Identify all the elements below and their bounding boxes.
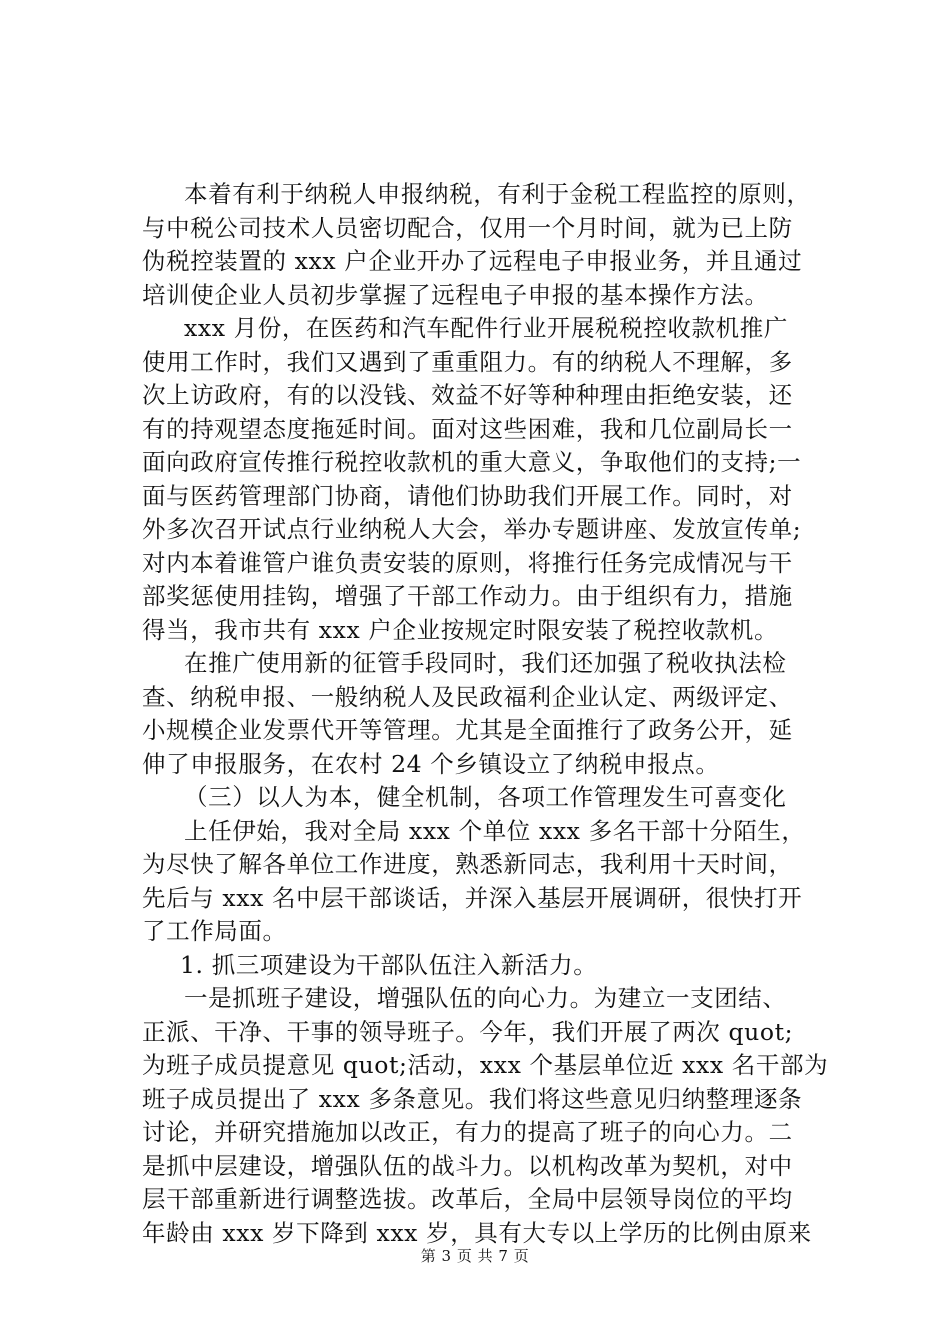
text-line: 为尽快了解各单位工作进度，熟悉新同志，我利用十天时间， [142,850,793,878]
text-line: 伪税控装置的 xxx 户企业开办了远程电子申报业务，并且通过 [142,247,803,275]
text-line: 上任伊始，我对全局 xxx 个单位 xxx 多名干部十分陌生， [184,816,806,845]
text-line: 班子成员提出了 xxx 多条意见。我们将这些意见归纳整理逐条 [142,1084,803,1113]
text-line: 伸了申报服务，在农村 24 个乡镇设立了纳税申报点。 [142,749,720,778]
text-line: 外多次召开试点行业纳税人大会，举办专题讲座、发放宣传单; [142,515,802,543]
section-heading: （三）以人为本，健全机制，各项工作管理发生可喜变化 [184,783,787,811]
text-line: 正派、干净、干事的领导班子。今年，我们开展了两次 quot; [142,1017,794,1046]
text-line: 与中税公司技术人员密切配合，仅用一个月时间，就为已上防 [142,213,793,242]
text-line: 年龄由 xxx 岁下降到 xxx 岁，具有大专以上学历的比例由原来 [142,1218,812,1247]
text-line: 部奖惩使用挂钩，增强了干部工作动力。由于组织有力，措施 [142,582,793,610]
text-line: 在推广使用新的征管手段同时，我们还加强了税收执法检 [184,649,787,677]
text-line: 对内本着谁管户谁负责安装的原则，将推行任务完成情况与干 [142,548,793,577]
text-line: xxx 月份，在医药和汽车配件行业开展税税控收款机推广 [184,314,788,342]
page-footer: 第 3 页 共 7 页 [420,1247,530,1265]
text-line: 面向政府宣传推行税控收款机的重大意义，争取他们的支持;一 [142,448,802,476]
text-line: 次上访政府，有的以没钱、效益不好等种种理由拒绝安装，还 [142,381,793,409]
subsection-heading: 1. 抓三项建设为干部队伍注入新活力。 [180,950,598,979]
text-line: 有的持观望态度拖延时间。面对这些困难，我和几位副局长一 [142,414,793,443]
text-line: 是抓中层建设，增强队伍的战斗力。以机构改革为契机，对中 [142,1151,793,1180]
text-line: 为班子成员提意见 quot;活动，xxx 个基层单位近 xxx 名干部为 [142,1051,829,1079]
text-line: 小规模企业发票代开等管理。尤其是全面推行了政务公开，延 [142,716,793,744]
text-line: 面与医药管理部门协商，请他们协助我们开展工作。同时，对 [142,481,793,510]
text-line: 查、纳税申报、一般纳税人及民政福利企业认定、两级评定、 [142,682,793,711]
text-line: 得当，我市共有 xxx 户企业按规定时限安装了税控收款机。 [142,615,779,644]
text-line: 先后与 xxx 名中层干部谈话，并深入基层开展调研，很快打开 [142,883,803,912]
text-line: 一是抓班子建设，增强队伍的向心力。为建立一支团结、 [184,984,787,1012]
text-line: 层干部重新进行调整选拔。改革后，全局中层领导岗位的平均 [142,1185,793,1213]
text-line: 了工作局面。 [142,917,287,945]
text-line: 本着有利于纳税人申报纳税，有利于金税工程监控的原则， [184,180,811,208]
text-line: 使用工作时，我们又遇到了重重阻力。有的纳税人不理解，多 [142,347,793,376]
text-line: 讨论，并研究措施加以改正，有力的提高了班子的向心力。二 [142,1118,793,1146]
document-body [142,178,842,1250]
text-line: 培训使企业人员初步掌握了远程电子申报的基本操作方法。 [142,280,769,309]
